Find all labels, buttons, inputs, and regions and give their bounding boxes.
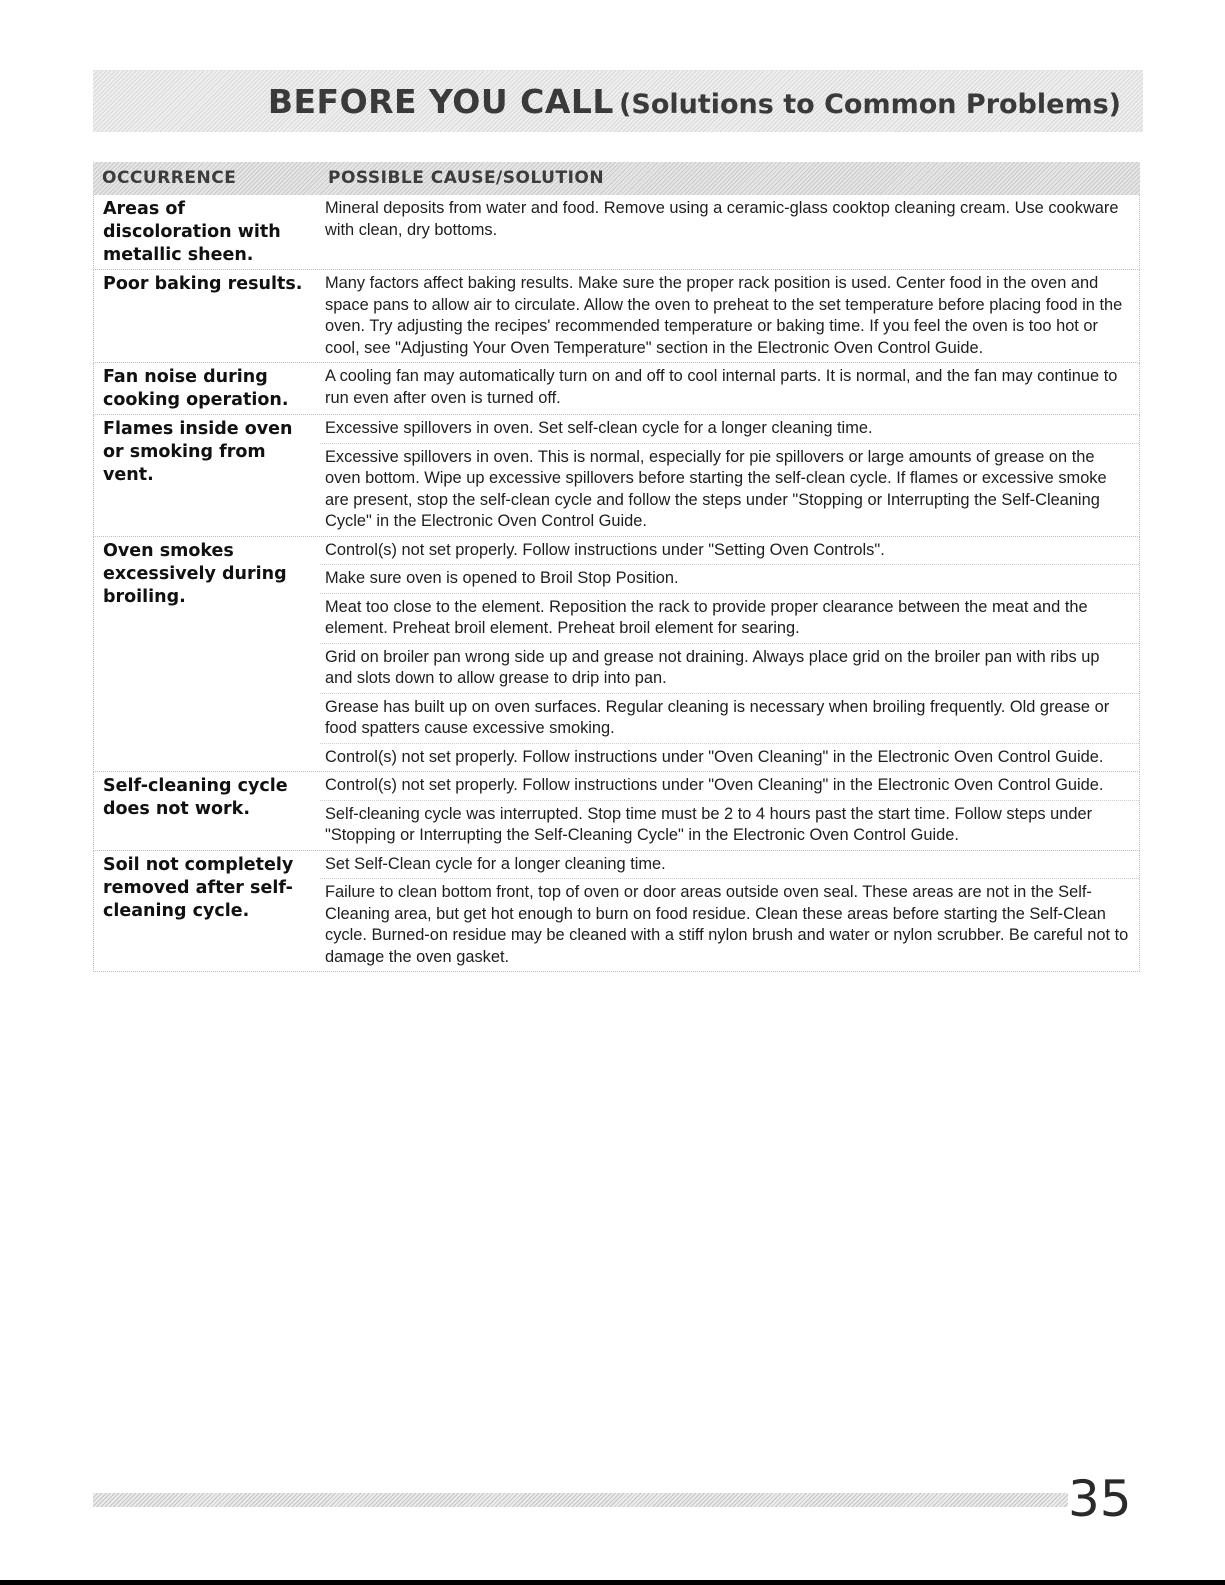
table-row xyxy=(93,537,1140,773)
solution-text: Make sure oven is opened to Broil Stop Position. xyxy=(320,564,1139,593)
solution-cell xyxy=(320,537,1139,772)
solution-text: Excessive spillovers in oven. Set self-clean cycle for a longer cleaning time. xyxy=(325,419,873,437)
occurrence-cell: Poor baking results. xyxy=(103,274,303,294)
solution-text: Grid on broiler pan wrong side up and grease not draining. Always place grid on the broiler pan with ribs up and slots down to allow grease to drip into pan. xyxy=(320,643,1139,693)
solution-text: Control(s) not set properly. Follow instructions under "Oven Cleaning" in the Electronic Oven Control Guide. xyxy=(325,776,1104,794)
occurrence-cell: Oven smokes excessively during broiling. xyxy=(103,540,287,607)
solution-text: Set Self-Clean cycle for a longer cleaning time. xyxy=(325,854,666,873)
solution-cell xyxy=(320,772,1139,850)
solution-text: Grease has built up on oven surfaces. Regular cleaning is necessary when broiling frequently. Old grease or food spatters cause excessive smoking. xyxy=(320,693,1139,743)
table-row xyxy=(93,415,1140,537)
occurrence-cell: Self-cleaning cycle does not work. xyxy=(103,776,288,819)
page-title-main: BEFORE YOU CALL xyxy=(267,82,614,121)
solution-text: Excessive spillovers in oven. This is normal, especially for pie spillovers or large amounts of grease on the oven bottom. Wipe up excessive spillovers before starting the self-clean cycle. If flames or excessive smoke are present, stop the self-clean cycle and follow the steps under "Stopping or Interrupting the Self-Cleaning Cycle" in the Electronic Oven Control Guide. xyxy=(320,443,1139,536)
occurrence-cell: Fan noise during cooking operation. xyxy=(103,367,289,410)
solution-text: Control(s) not set properly. Follow instructions under "Oven Cleaning" in the Electronic Oven Control Guide. xyxy=(320,743,1139,772)
page-number: 35 xyxy=(1068,1470,1132,1528)
table-header xyxy=(93,162,1140,195)
table-row xyxy=(93,851,1140,973)
page-title xyxy=(268,82,1121,121)
solution-cell xyxy=(320,195,1139,269)
solution-cell xyxy=(320,851,1139,972)
solution-text: Self-cleaning cycle was interrupted. Stop time must be 2 to 4 hours past the start time. Follow steps under "Stopping or Interrupting the Self-Cleaning Cycle" in the Electronic Oven Control Guide. xyxy=(320,800,1139,850)
table-row xyxy=(93,270,1140,363)
occurrence-cell: Flames inside oven or smoking from vent. xyxy=(103,419,293,485)
table-row xyxy=(93,195,1140,270)
solution-text: Control(s) not set properly. Follow instructions under "Setting Oven Controls". xyxy=(325,540,885,559)
solution-text: Meat too close to the element. Reposition the rack to provide proper clearance between the meat and the element. Preheat broil element. Preheat broil element for searing. xyxy=(320,593,1139,643)
occurrence-cell: Areas of discoloration with metallic sheen. xyxy=(103,199,281,265)
page-title-subtitle: (Solutions to Common Problems) xyxy=(619,89,1121,120)
title-banner xyxy=(93,70,1143,132)
page-bottom-rule xyxy=(0,1580,1225,1585)
solution-cell xyxy=(320,415,1139,536)
table-row xyxy=(93,772,1140,851)
solution-text: Mineral deposits from water and food. Remove using a ceramic-glass cooktop cleaning cream. Use cookware with clean, dry bottoms. xyxy=(325,199,1119,239)
occurrence-cell: Soil not completely removed after self-cleaning cycle. xyxy=(103,854,294,921)
footer-bar xyxy=(93,1493,1068,1507)
solution-cell xyxy=(320,363,1139,414)
solution-cell xyxy=(320,270,1139,362)
solution-text: Failure to clean bottom front, top of oven or door areas outside oven seal. These areas are not in the Self-Cleaning area, but get hot enough to burn on food residue. Clean these areas before starting the Self-Clean cycle. Burned-on residue may be cleaned with a stiff nylon brush and water or nylon scrubber. Be careful not to damage the oven gasket. xyxy=(320,878,1139,971)
solution-text: A cooling fan may automatically turn on and off to cool internal parts. It is normal, and the fan may continue to run even after oven is turned off. xyxy=(325,367,1118,407)
troubleshooting-table xyxy=(93,162,1140,972)
column-header-solution: POSSIBLE CAUSE/SOLUTION xyxy=(328,168,605,188)
table-row xyxy=(93,363,1140,415)
column-header-occurrence: OCCURRENCE xyxy=(102,168,237,188)
solution-text: Many factors affect baking results. Make sure the proper rack position is used. Center food in the oven and space pans to allow air to circulate. Allow the oven to preheat to the set temperature before placing food in the oven. Try adjusting the recipes' recommended temperature or baking time. If you feel the oven is too hot or cool, see "Adjusting Your Oven Temperature" section in the Electronic Oven Control Guide. xyxy=(325,274,1123,357)
